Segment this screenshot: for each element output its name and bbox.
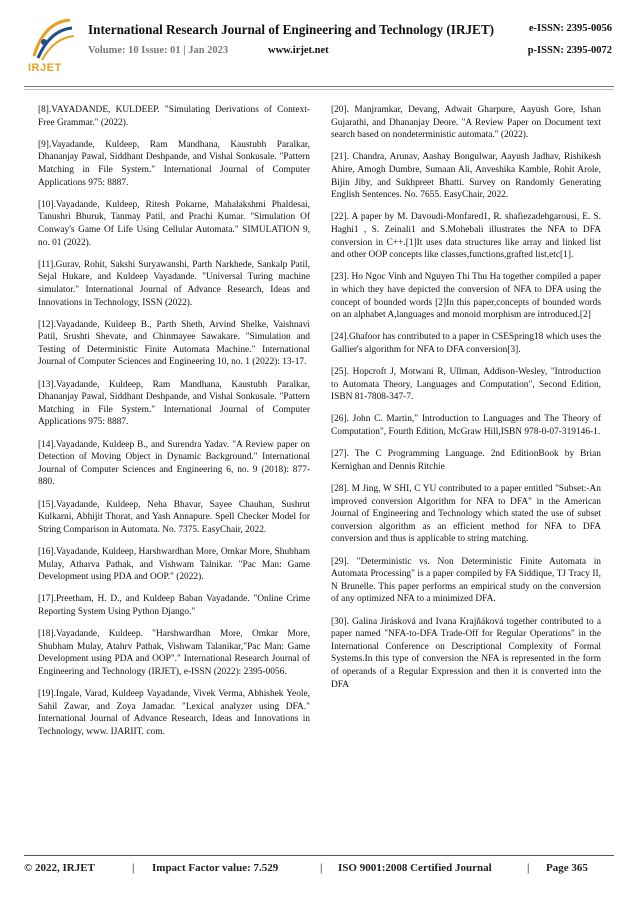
header-divider-secondary xyxy=(24,89,614,90)
reference-item: [19].Ingale, Varad, Kuldeep Vayadande, Vivek Verma, Abhishek Yeole, Sahil Zawar, and Zoya Jamadar. "Lexical analyzer using DFA." International Journal of Advance Research, Ideas and Innovations in Technology, www. IJARIIT. com. xyxy=(38,689,310,737)
reference-item: [25]. Hopcroft J, Motwani R, Ullman, Addison-Wesley, "Introduction to Automata Theory, Languages and Computation", Second Edition, ISBN 81-7808-347-7. xyxy=(331,367,601,403)
reference-item: [29]. "Deterministic vs. Non Deterministic Finite Automata in Automata Processing" is a paper compiled by FA Siddique, TJ Tracy II, N Brunelle. This paper performs an empirical study on the conversion of any optimized NFA to a minimized DFA. xyxy=(331,556,601,605)
reference-item: [21]. Chandra, Arunav, Aashay Bongulwar, Aayush Jadhav, Rishikesh Ahire, Amogh Dumbre, Sumaan Ali, Anveshika Kamble, Rohit Arole, Bijin Jiby, and Sukhpreet Bhatti. Survey on Randomly Generating English Sentences. No. 7655. EasyChair, 2022. xyxy=(331,152,601,201)
page-footer xyxy=(24,862,614,882)
footer-separator: | xyxy=(132,862,135,874)
footer-separator: | xyxy=(320,862,323,874)
p-issn: p-ISSN: 2395-0072 xyxy=(527,45,612,56)
volume-issue: Volume: 10 Issue: 01 | Jan 2023 xyxy=(88,45,229,56)
reference-item: [16].Vayadande, Kuldeep, Harshwardhan More, Omkar More, Shubham Mulay, Atharva Pathak, and Vishwam Talnikar. "Pac Man: Game Development using PDA and OOP." (2022). xyxy=(38,546,310,583)
reference-item: [23]. Ho Ngoc Vinh and Nguyen Thi Thu Ha together compiled a paper in which they have depicted the conversion of NFA to DFA using the concept of bounded words [2]In this paper,concepts of bounded words on an alphabet A,languages and monoid morphism are introduced.[2] xyxy=(331,272,601,321)
reference-item: [24].Ghafoor has contributed to a paper in CSESpring18 which uses the Gallier's algorithm for NFA to DFA conversion[3]. xyxy=(331,332,601,355)
reference-item: [11].Gurav, Rohit, Sakshi Suryawanshi, Parth Narkhede, Sankalp Patil, Sejal Hukare, and Kuldeep Vayadande. "Universal Turing machine simulator." International Journal of Advance Research, Ideas and Innovations in Technology, ISSN (2022). xyxy=(38,259,310,308)
header-divider xyxy=(24,86,614,87)
reference-item: [17].Preetham, H. D., and Kuldeep Baban Vayadande. "Online Crime Reporting System Using Python Django." xyxy=(38,594,310,617)
reference-item: [30]. Galina Jirásková and Ivana Krajňáková together contributed to a paper named "NFA-to-DFA Trade-Off for Regular Operations" in the International Conference on Descriptional Complexity of Formal Systems.In this type of conversion the NFA is represented in the form of operands of a Regular Expression and then it is converted into the DFA xyxy=(331,616,601,690)
footer-impact-factor: Impact Factor value: 7.529 xyxy=(152,862,279,874)
reference-item: [26]. John C. Martin," Introduction to Languages and The Theory of Computation", Fourth Edition, McGraw Hill,ISBN 978-0-07-319146-1. xyxy=(331,414,601,438)
reference-item: [27]. The C Programming Language. 2nd EditionBook by Brian Kernighan and Dennis Ritchie xyxy=(331,449,601,472)
reference-item: [18].Vayadande, Kuldeep. "Harshwardhan More, Omkar More, Shubham Mulay, Atahrv Pathak, Vishwam Talanikar,"Pac Man: Game Development using PDA and OOP"." International Research Journal of Engineering and Technology (IRJET), e-ISSN (2022): 2395-0056. xyxy=(38,629,310,677)
footer-iso: ISO 9001:2008 Certified Journal xyxy=(338,862,492,874)
logo-text: IRJET xyxy=(28,62,62,74)
reference-item: [12].Vayadande, Kuldeep B., Parth Sheth, Arvind Shelke, Vaishnavi Patil, Srushti Shevate, and Chinmayee Sawakare. "Simulation and Testing of Deterministic Finite Automata Machine." International Journal of Computer Sciences and Engineering 10, no. 1 (2022): 13-17. xyxy=(38,319,310,368)
footer-copyright: © 2022, IRJET xyxy=(24,862,95,874)
reference-item: [15].Vayadande, Kuldeep, Neha Bhavar, Sayee Chauhan, Sushrut Kulkarni, Abhijit Thorat, and Yash Annapure. Spell Checker Model for String Comparison in Automata. No. 7375. EasyChair, 2022. xyxy=(38,499,310,535)
footer-divider xyxy=(24,855,614,856)
reference-item: [20]. Manjramkar, Devang, Adwait Gharpure, Aayush Gore, Ishan Gujarathi, and Dhananjay Deore. "A Review Paper on Document text search based on nondeterministic automata." (2022). xyxy=(331,105,601,141)
reference-item: [28]. M Jing, W SHI, C YU contributed to a paper entitled "Subset:-An improved conversion Algorithm for NFA to DFA" in the American Journal of Engineering and Technology which stated the use of subset conversion algorithm as an efficient method for NFA to DFA conversion and thus is applicable to string matching. xyxy=(331,484,601,545)
footer-page-number: Page 365 xyxy=(546,862,588,874)
references-right-column xyxy=(331,104,601,701)
reference-item: [14].Vayadande, Kuldeep B., and Surendra Yadav. "A Review paper on Detection of Moving Object in Dynamic Background." International Journal of Computer Sciences and Engineering 6, no. 9 (2018): 877-880. xyxy=(38,439,310,488)
irjet-logo-icon xyxy=(30,16,76,64)
footer-separator: | xyxy=(527,862,530,874)
reference-item: [10].Vayadande, Kuldeep, Ritesh Pokarne, Mahalakshmi Phaldesai, Tanushri Bhuruk, Tanmay Patil, and Prachi Kumar. "Simulation Of Conway's Game Of Life Using Cellular Automata." SIMULATION 9, no. 01 (2022). xyxy=(38,199,310,248)
reference-item: [9].Vayadande, Kuldeep, Ram Mandhana, Kaustubh Paralkar, Dhananjay Pawal, Siddhant Deshpande, and Vishal Sonkusale. "Pattern Matching in File System." International Journal of Computer Applications 975: 8887. xyxy=(38,139,310,188)
e-issn: e-ISSN: 2395-0056 xyxy=(528,23,612,34)
reference-item: [13].Vayadande, Kuldeep, Ram Mandhana, Kaustubh Paralkar, Dhananjay Pawal, Siddhant Deshpande, and Vishal Sonkusale. "Pattern Matching in File System." International Journal of Computer Applications 975: 8887. xyxy=(38,379,310,428)
page-header xyxy=(0,0,638,96)
journal-website-link[interactable]: www.irjet.net xyxy=(268,45,329,56)
journal-title: International Research Journal of Engineering and Technology (IRJET) xyxy=(88,22,495,37)
reference-item: [22]. A paper by M. Davoudi-Monfared1, R. shafiezadehgarousi, E. S. Haghi1 , S. Zeinali1 and S.Mohebali illustrates the NFA to DFA conversion in C++.[1]It uses data structures like array and linked list and other OOP concepts like classes,functions,grafted list,etc[1]. xyxy=(331,212,601,261)
reference-item: [8].VAYADANDE, KULDEEP. "Simulating Derivations of Context-Free Grammar." (2022). xyxy=(38,105,310,128)
references-left-column xyxy=(38,104,310,748)
